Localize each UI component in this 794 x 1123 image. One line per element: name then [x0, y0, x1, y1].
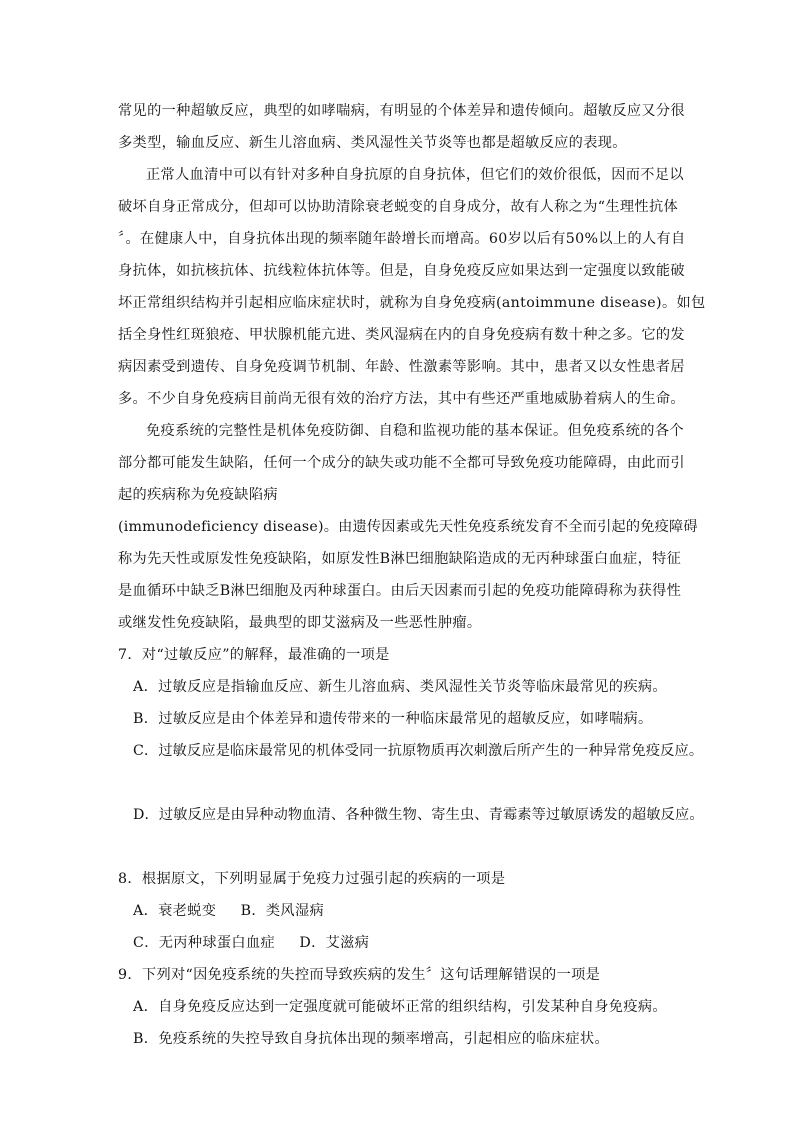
passage-line: 多。不少自身免疫病目前尚无很有效的治疗方法，其中有些还严重地威胁着病人的生命。 — [118, 391, 685, 407]
passage-line: 部分都可能发生缺陷，任何一个成分的缺失或功能不全都可导致免疫功能障碍，由此而引 — [118, 455, 685, 471]
answer-option: C．过敏反应是临床最常见的机体受同一抗原物质再次刺激后所产生的一种异常免疫反应。 — [133, 743, 704, 759]
passage-line: 多类型，输血反应、新生儿溶血病、类风湿性关节炎等也都是超敏反应的表现。 — [118, 135, 627, 151]
passage-line: 常见的一种超敏反应，典型的如哮喘病，有明显的个体差异和遗传倾向。超敏反应又分很 — [118, 103, 685, 119]
answer-option: B．过敏反应是由个体差异和遗传带来的一种临床最常见的超敏反应，如哮喘病。 — [133, 711, 653, 727]
answer-option: A．衰老蜕变 B．类风湿病 — [133, 903, 325, 919]
answer-option: A．过敏反应是指输血反应、新生儿溶血病、类风湿性关节炎等临床最常见的疾病。 — [133, 679, 667, 695]
passage-line: 坏正常组织结构并引起相应临床症状时，就称为自身免疫病(antoimmune disease)。如包 — [118, 295, 706, 311]
answer-option: D．过敏反应是由异种动物血清、各种微生物、寄生虫、青霉素等过敏原诱发的超敏反应。 — [133, 807, 704, 823]
answer-option: B．免疫系统的失控导致自身抗体出现的频率增高，引起相应的临床症状。 — [133, 1031, 609, 1047]
answer-option: C．无丙种球蛋白血症 D．艾滋病 — [133, 935, 370, 951]
question-stem: 8．根据原文，下列明显属于免疫力过强引起的疾病的一项是 — [118, 871, 506, 887]
passage-line: 身抗体，如抗核抗体、抗线粒体抗体等。但是，自身免疫反应如果达到一定强度以致能破 — [118, 263, 685, 279]
question-stem: 9．下列对“因免疫系统的失控而导致疾病的发生〞这句话理解错误的一项是 — [118, 967, 601, 983]
passage-line: 破坏自身正常成分，但却可以协助清除衰老蜕变的自身成分，故有人称之为“生理性抗体 — [118, 199, 679, 215]
passage-line: 正常人血清中可以有针对多种自身抗原的自身抗体，但它们的效价很低，因而不足以 — [146, 167, 684, 183]
answer-option: A．自身免疫反应达到一定强度就可能破坏正常的组织结构，引发某种自身免疫病。 — [133, 999, 667, 1015]
passage-line: 病因素受到遗传、自身免疫调节机制、年龄、性激素等影响。其中，患者又以女性患者居 — [118, 359, 685, 375]
question-stem: 7．对“过敏反应”的解释，最准确的一项是 — [118, 647, 390, 663]
passage-line: (immunodeficiency disease)。由遗传因素或先天性免疫系统发育不全而引起的免疫障碍 — [118, 519, 698, 535]
passage-line: 称为先天性或原发性免疫缺陷，如原发性B淋巴细胞缺陷造成的无丙种球蛋白血症，特征 — [118, 551, 682, 567]
passage-line: 是血循环中缺乏B淋巴细胞及丙种球蛋白。由后天因素而引起的免疫功能障碍称为获得性 — [118, 583, 682, 599]
passage-line: 起的疾病称为免疫缺陷病 — [118, 487, 278, 503]
passage-line: 〞。在健康人中，自身抗体出现的频率随年龄增长而增高。60岁以后有50%以上的人有自 — [118, 231, 686, 247]
passage-line: 免疫系统的完整性是机体免疫防御、自稳和监视功能的基本保证。但免疫系统的各个 — [146, 423, 684, 439]
passage-line: 或继发性免疫缺陷，最典型的即艾滋病及一些恶性肿瘤。 — [118, 615, 482, 631]
passage-line: 括全身性红斑狼疮、甲状腺机能亢进、类风湿病在内的自身免疫病有数十种之多。它的发 — [118, 327, 685, 343]
